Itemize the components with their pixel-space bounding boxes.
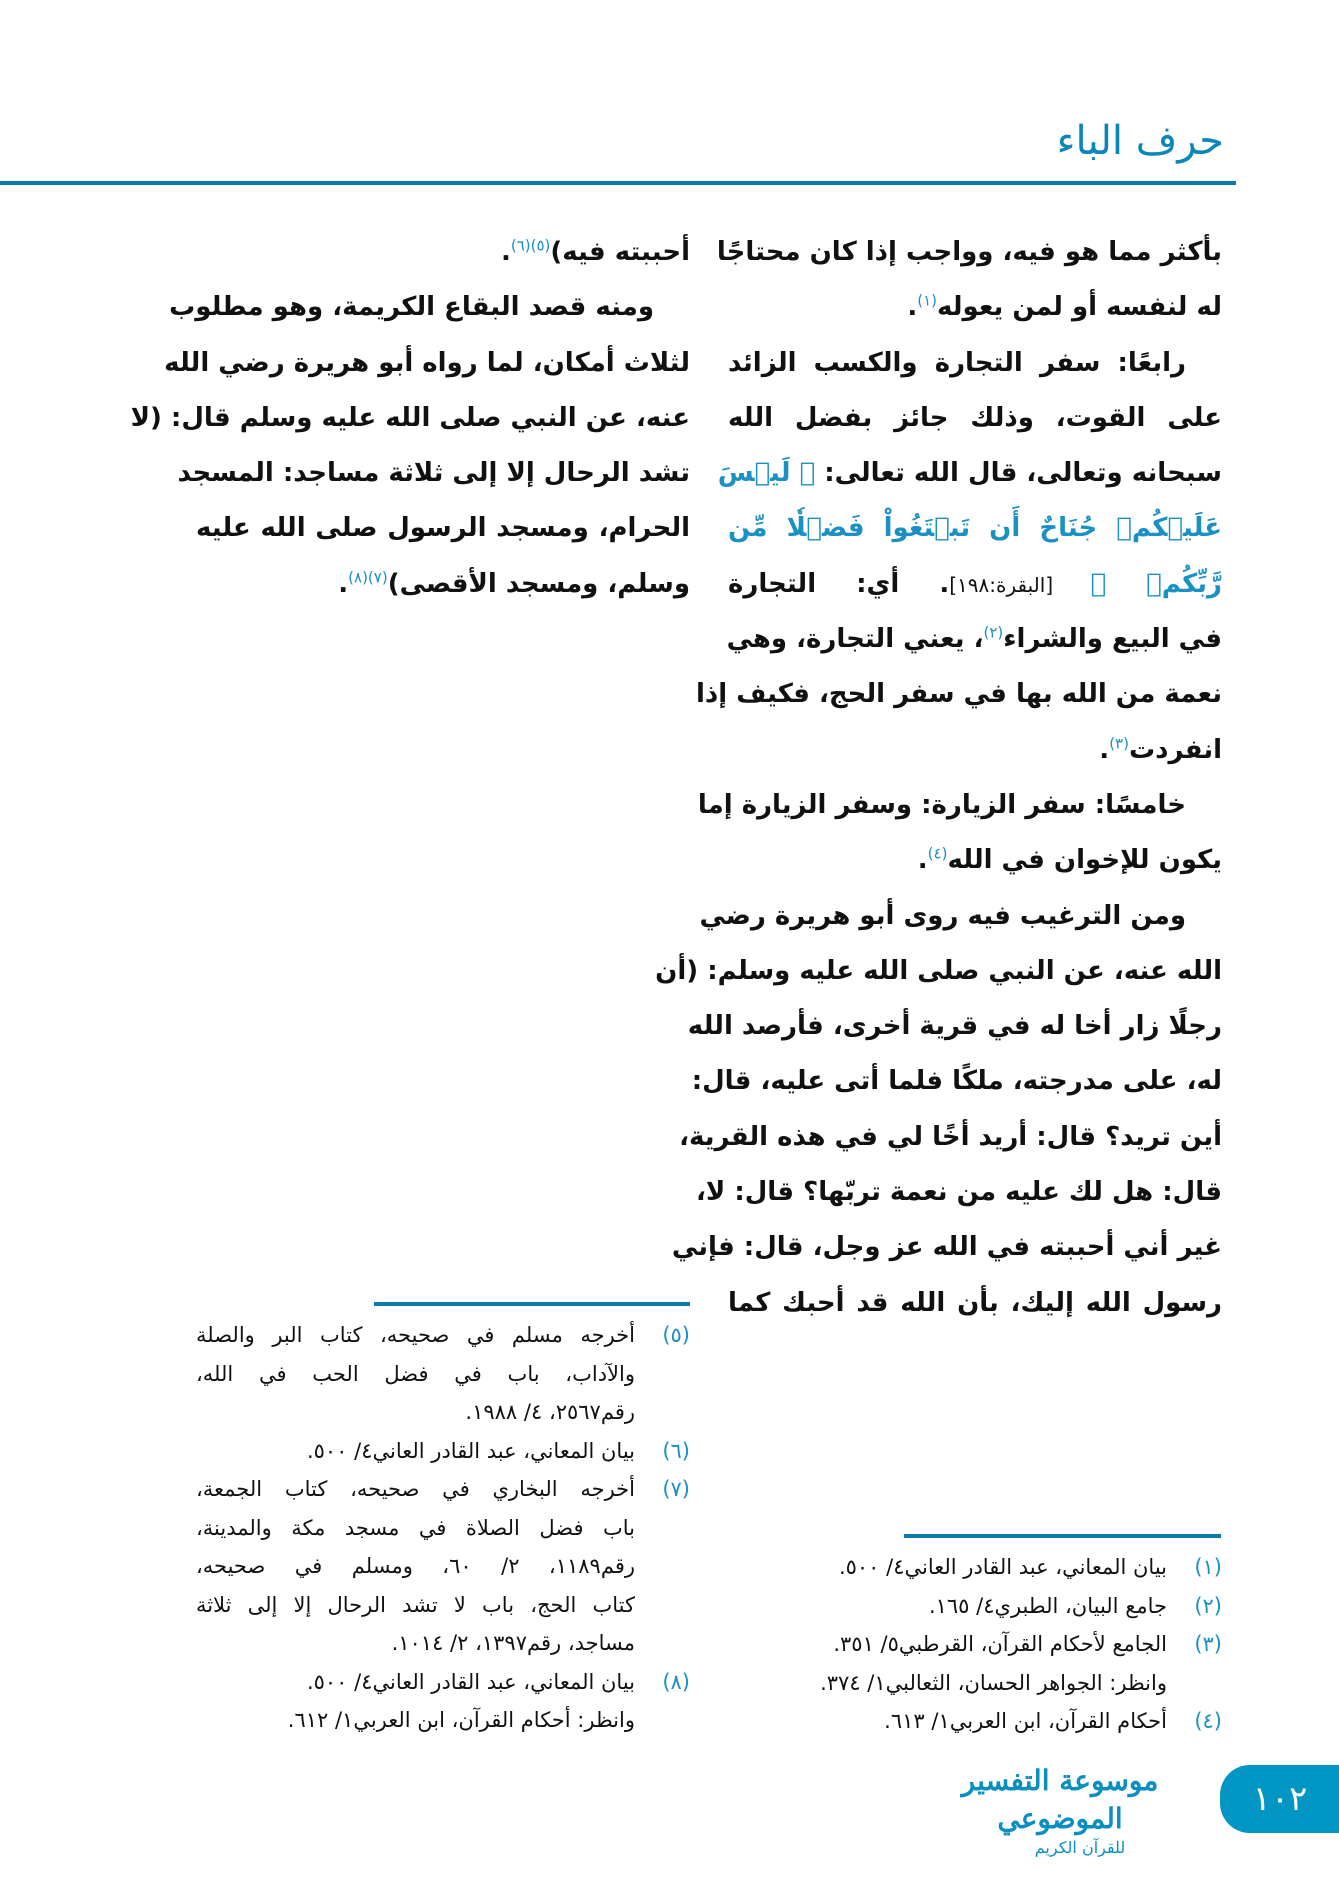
footnote-text: والآداب، باب في فضل الحب في الله،	[196, 1361, 635, 1386]
body-text: يكون للإخوان في الله	[947, 845, 1222, 876]
body-text: الحرام، ومسجد الرسول صلى الله عليه	[196, 513, 690, 544]
footnote-text: أحكام القرآن، ابن العربي١/ ٦١٣.	[884, 1709, 1167, 1733]
footnote-line	[728, 1702, 1222, 1741]
footnote-reference[interactable]: (٥)(٦)	[510, 236, 551, 255]
body-text: نعمة من الله بها في سفر الحج، فكيف إذا	[696, 679, 1222, 710]
body-text: .	[907, 292, 918, 323]
footnote-number: (٦)	[662, 1438, 690, 1463]
text-line	[697, 778, 1222, 833]
text-line	[728, 501, 1222, 556]
text-line	[728, 280, 1222, 335]
footnote-text: كتاب الحج، باب لا تشد الرحال إلا إلى ثلاثة	[196, 1592, 635, 1617]
body-text: ومن الترغيب فيه روى أبو هريرة رضي	[699, 900, 1186, 931]
footnote-text: الجامع لأحكام القرآن، القرطبي٥/ ٣٥١.	[833, 1632, 1167, 1656]
footnote-line	[196, 1355, 690, 1394]
footnote-number: (٣)	[1194, 1632, 1222, 1656]
footnote-text: وانظر: أحكام القرآن، ابن العربي١/ ٦١٢.	[287, 1708, 635, 1732]
text-line	[177, 446, 690, 501]
text-line	[696, 667, 1222, 722]
footnote-line	[196, 1624, 690, 1663]
text-line	[169, 280, 690, 335]
text-line	[164, 336, 690, 391]
text-line	[130, 391, 690, 446]
footnote-line	[728, 1548, 1222, 1587]
left-text-column	[130, 225, 690, 612]
footnote-line	[196, 1316, 690, 1355]
footnote-line	[196, 1470, 690, 1509]
footnote-line	[196, 1586, 690, 1625]
footnote-reference[interactable]: (٣)	[1109, 734, 1129, 753]
footnote-text: باب فضل الصلاة في مسجد مكة والمدينة،	[196, 1515, 635, 1540]
footnote-number: (٨)	[662, 1669, 690, 1694]
footnote-text: مساجد، رقم١٣٩٧، ٢/ ١٠١٤.	[391, 1631, 635, 1655]
footnote-line	[196, 1432, 690, 1471]
page-number-badge: ١٠٢	[1220, 1765, 1339, 1833]
text-line	[728, 612, 1222, 667]
footnote-reference[interactable]: (١)	[917, 291, 938, 310]
footnote-line	[728, 1664, 1222, 1703]
footnotes-right	[728, 1548, 1222, 1741]
logo-title: موسوعة التفسير الموضوعي	[961, 1764, 1159, 1835]
footnote-text: رقم١١٨٩، ٢/ ٦٠، ومسلم في صحيحه،	[196, 1554, 635, 1578]
body-text: .	[1099, 734, 1110, 765]
footnote-text: بيان المعاني، عبد القادر العاني٤/ ٥٠٠.	[306, 1669, 635, 1694]
body-text: انفردت	[1128, 734, 1222, 765]
text-line	[655, 944, 1222, 999]
footnote-line	[728, 1625, 1222, 1664]
footnote-number: (٤)	[1194, 1709, 1222, 1733]
text-line	[196, 225, 690, 280]
logo-subtitle: للقرآن الكريم	[1034, 1838, 1126, 1857]
text-line	[196, 557, 690, 612]
body-text: وسلم، ومسجد الأقصى)	[387, 568, 690, 599]
body-text: بأكثر مما هو فيه، وواجب إذا كان محتاجًا	[716, 237, 1222, 267]
header-divider	[0, 181, 1236, 185]
footnote-text: أخرجه مسلم في صحيحه، كتاب البر والصلة	[196, 1323, 635, 1347]
body-text: له لنفسه أو لمن يعوله	[937, 292, 1222, 323]
footnote-number: (٧)	[662, 1477, 690, 1501]
text-line	[728, 391, 1222, 446]
encyclopedia-logo	[935, 1762, 1185, 1858]
right-text-column	[655, 225, 1222, 1331]
text-line	[728, 336, 1222, 391]
footnotes-left	[196, 1316, 690, 1740]
quran-verse: عَلَيۡكُمۡ جُنَاحٌ أَن تَبۡتَغُواْ فَضۡلٗا مِّن	[728, 513, 1222, 544]
text-line	[717, 446, 1222, 501]
body-text: غير أني أحببته في الله عز وجل، قال: فإني	[671, 1232, 1222, 1263]
footnote-line	[196, 1393, 690, 1432]
body-text: . أي: التجارة	[728, 568, 950, 599]
body-text: أين تريد؟ قال: أريد أخًا لي في هذه القرية،	[679, 1121, 1222, 1152]
footnote-line	[196, 1547, 690, 1586]
body-text: قال: هل لك عليه من نعمة تربّها؟ قال: لا،	[696, 1177, 1222, 1208]
footnote-line	[196, 1701, 690, 1740]
text-line	[696, 1165, 1222, 1220]
text-line	[691, 1054, 1222, 1109]
text-line	[728, 1276, 1222, 1331]
body-text: رابعًا: سفر التجارة والكسب الزائد	[728, 347, 1186, 378]
body-text: .	[338, 568, 349, 599]
text-line	[728, 833, 1222, 888]
body-text: رسول الله إليك، بأن الله قد أحبك كما	[728, 1287, 1222, 1318]
body-text: ومنه قصد البقاع الكريمة، وهو مطلوب	[169, 292, 654, 323]
text-line	[716, 225, 1222, 280]
footnote-reference[interactable]: (٧)(٨)	[348, 568, 388, 587]
footnote-reference[interactable]: (٤)	[927, 844, 948, 863]
body-text: تشد الرحال إلا إلى ثلاثة مساجد: المسجد	[177, 458, 690, 489]
footnote-number: (١)	[1194, 1555, 1222, 1579]
footnote-line	[196, 1509, 690, 1548]
text-line	[728, 723, 1222, 778]
body-text: على القوت، وذلك جائز بفضل الله	[728, 402, 1222, 433]
footnote-text: وانظر: الجواهر الحسان، الثعالبي١/ ٣٧٤.	[820, 1670, 1167, 1695]
body-text: في البيع والشراء	[1003, 624, 1222, 655]
body-text: ، يعني التجارة، وهي	[726, 624, 984, 655]
body-text: سبحانه وتعالى، قال الله تعالى:	[815, 458, 1222, 489]
footnote-text: جامع البيان، الطبري٤/ ١٦٥.	[928, 1593, 1167, 1618]
text-line	[679, 1110, 1222, 1165]
footnote-text: أخرجه البخاري في صحيحه، كتاب الجمعة،	[196, 1477, 635, 1501]
quran-verse: رَّبِّكُمۡ ﴾	[1090, 568, 1222, 599]
body-text: رجلًا زار أخا له في قرية أخرى، فأرصد الله	[687, 1011, 1222, 1042]
body-text: عنه، عن النبي صلى الله عليه وسلم قال: (لا	[130, 402, 690, 433]
footnote-separator-right	[904, 1534, 1221, 1538]
footnote-number: (٢)	[1194, 1593, 1222, 1618]
verse-citation: [البقرة:١٩٨]	[949, 572, 1091, 597]
body-text: خامسًا: سفر الزيارة: وسفر الزيارة إما	[697, 789, 1186, 820]
footnote-text: بيان المعاني، عبد القادر العاني٤/ ٥٠٠.	[306, 1438, 635, 1463]
quran-verse: ﴿ لَيۡسَ	[717, 458, 816, 489]
footnote-text: بيان المعاني، عبد القادر العاني٤/ ٥٠٠.	[838, 1555, 1167, 1579]
section-title: حرف الباء	[1056, 118, 1224, 164]
footnote-text: رقم٢٥٦٧، ٤/ ١٩٨٨.	[465, 1400, 635, 1424]
footnote-line	[728, 1587, 1222, 1626]
body-text: الله عنه، عن النبي صلى الله عليه وسلم: (أن	[655, 955, 1222, 986]
footnote-line	[196, 1663, 690, 1702]
body-text: .	[917, 845, 928, 876]
body-text: لثلاث أمكان، لما رواه أبو هريرة رضي الله	[164, 347, 690, 378]
text-line	[671, 1220, 1222, 1275]
body-text: .	[500, 237, 511, 267]
body-text: له، على مدرجته، ملكًا فلما أتى عليه، قال:	[691, 1066, 1222, 1097]
text-line	[687, 999, 1222, 1054]
footnote-reference[interactable]: (٢)	[983, 623, 1004, 642]
body-text: أحببته فيه)	[550, 237, 690, 267]
text-line	[699, 889, 1222, 944]
footnote-separator-left	[374, 1302, 690, 1306]
footnote-number: (٥)	[662, 1323, 690, 1347]
text-line	[728, 557, 1222, 612]
text-line	[196, 501, 690, 556]
